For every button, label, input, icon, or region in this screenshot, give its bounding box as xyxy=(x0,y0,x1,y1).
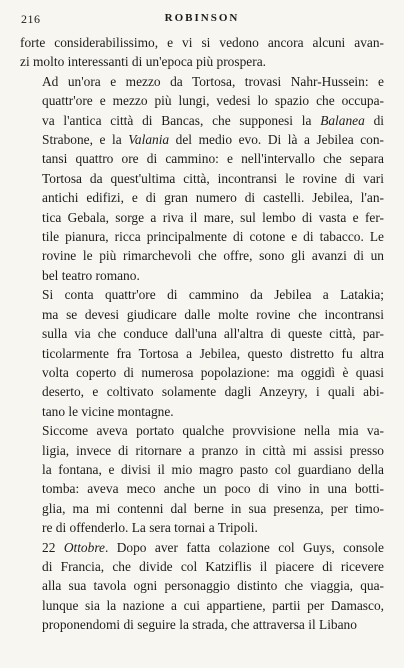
text-line: deserto, e coltivato solamente dagli Anzeyry, i quali abi- xyxy=(42,384,384,400)
text-line: sulla via che conduce dall'una all'altra di queste città, par- xyxy=(42,326,384,342)
page-header xyxy=(0,8,404,28)
text-line: antichi edifizi, e di gran numero di castelli. Jebilea, l'an- xyxy=(42,190,384,206)
paragraph xyxy=(20,421,384,537)
paragraph xyxy=(20,285,384,421)
text-line: quattr'ore e mezzo più lungi, vedesi lo spazio che occupa- xyxy=(42,93,384,109)
text-line: va l'antica città di Bancas, che supponesi la Balanea di xyxy=(42,112,384,128)
text-line: re di offenderlo. La sera tornai a Tripoli. xyxy=(42,520,258,536)
text-line: ma se devesi giudicare dalle molte rovine che incontransi xyxy=(42,306,384,322)
paragraph xyxy=(20,33,384,72)
text-line: rovine le più rimarchevoli che offre, sono gli avanzi di un xyxy=(42,248,384,264)
text-line: tile pianura, ricca principalmente di cotone e di tabacco. Le xyxy=(42,229,384,245)
text-line: Strabone, e la Valania del medio evo. Di là a Jebilea con- xyxy=(42,132,384,148)
text-line: bel teatro romano. xyxy=(42,267,140,283)
text-line: la fontana, e divisi il mio magro pasto col guardiano della xyxy=(42,461,384,477)
italic-term: Ottobre xyxy=(63,539,105,555)
text-line: Siccome aveva portato qualche provvisione nella mia va- xyxy=(42,423,384,439)
text-line: Tortosa da quest'ultima città, incontransi le rovine di vari xyxy=(42,170,384,186)
text-line: Ad un'ora e mezzo da Tortosa, trovasi Nahr-Hussein: e xyxy=(42,73,384,89)
text-line: alla sua tavola ogni personaggio distinto che viaggia, qua- xyxy=(42,578,384,594)
text-line: forte considerabilissimo, e vi si vedono ancora alcuni avan- xyxy=(20,35,384,50)
text-line: ticolarmente fra Tortosa a Jebilea, questo distretto fu altra xyxy=(42,345,384,361)
text-line: volta coperto di numerosa popolazione: ma oggidì è quasi xyxy=(42,364,384,380)
paragraph xyxy=(20,72,384,285)
running-head: ROBINSON xyxy=(164,12,240,24)
page-number: 216 xyxy=(21,12,41,26)
text-line: tica Gebala, sorge a riva il mare, sul lembo di vasta e fer- xyxy=(42,209,384,225)
italic-term: Valania xyxy=(128,132,170,148)
text-line: Si conta quattr'ore di cammino da Jebilea a Latakia; xyxy=(42,287,384,303)
text-line: tomba: aveva meco anche un poco di vino in una botti- xyxy=(42,481,384,497)
text-line: di Francia, che divide col Katziflis il piacere di ricevere xyxy=(42,558,384,574)
body-text xyxy=(20,33,384,635)
text-line: tano le vicine montagne. xyxy=(42,403,174,419)
text-line: lunque sia la nazione a cui appartiene, partii per Damasco, xyxy=(42,597,384,613)
paragraph xyxy=(20,538,384,635)
text-line: proponendomi di seguire la strada, che attraversa il Libano xyxy=(42,617,357,633)
text-line: tansi quattro ore di cammino: e nell'intervallo che separa xyxy=(42,151,384,167)
italic-term: Balanea xyxy=(320,112,365,128)
text-line: glia, ma mi contenni dal berne in sua presenza, per timo- xyxy=(42,500,384,516)
text-line: zi molto interessanti di un'epoca più prospera. xyxy=(20,54,266,70)
text-line: 22 Ottobre. Dopo aver fatta colazione col Guys, console xyxy=(42,539,384,555)
text-line: ligia, invece di ritornare a pranzo in città mi assisi presso xyxy=(42,442,384,458)
